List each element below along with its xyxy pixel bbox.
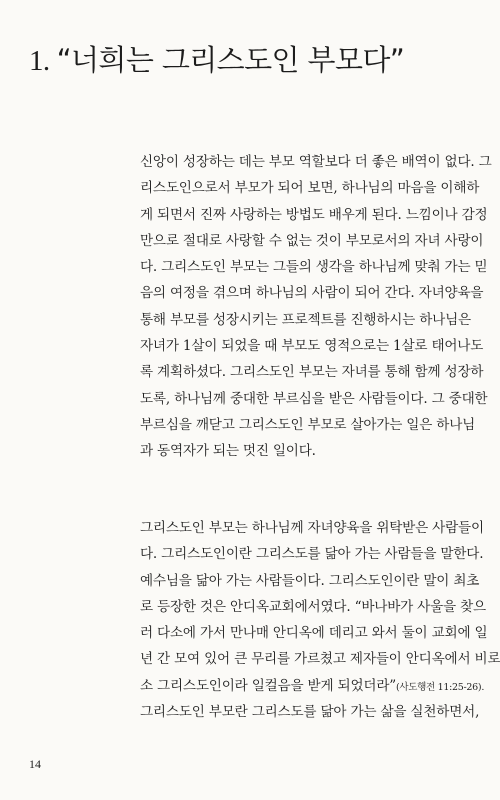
page-number: 14: [29, 757, 41, 771]
paragraph-1: [140, 149, 492, 465]
text-line-with-citation: [140, 673, 485, 699]
text-line: 과 동역자가 되는 멋진 일이다.: [140, 443, 316, 460]
text-line: 그리스도인 부모는 하나님께 자녀양육을 위탁받은 사람들이: [140, 520, 484, 536]
scripture-citation: (사도행전 11:25-26).: [396, 681, 485, 693]
text-line: 다. 그리스도인이란 그리스도를 닮아 가는 사람들을 말한다.: [140, 546, 484, 563]
text-line: 년 간 모여 있어 큰 무리를 가르쳤고 제자들이 안디옥에서 비로: [140, 651, 500, 668]
quote-end-text: 소 그리스도인이라 일컬음을 받게 되었더라”: [140, 677, 397, 694]
text-line: 만으로 절대로 사랑할 수 없는 것이 부모로서의 자녀 사랑이: [140, 232, 484, 249]
chapter-title: [29, 38, 404, 79]
text-line: 신앙이 성장하는 데는 부모 역할보다 더 좋은 배역이 없다. 그: [140, 154, 492, 170]
paragraph-2: [140, 515, 500, 725]
text-line: 게 되면서 진짜 사랑하는 방법도 배우게 된다. 느낌이나 감정: [140, 206, 488, 223]
text-line: 그리스도인 부모란 그리스도를 닮아 가는 삶을 실천하면서,: [140, 704, 480, 721]
text-line: 자녀가 1살이 되었을 때 부모도 영적으로는 1살로 태어나도: [140, 338, 484, 355]
text-line: 음의 여정을 겪으며 하나님의 사람이 되어 간다. 자녀양육을: [140, 285, 484, 302]
text-line: 다. 그리스도인 부모는 그들의 생각을 하나님께 맞춰 가는 믿: [140, 259, 488, 276]
text-line: 러 다소에 가서 만나매 안디옥에 데리고 와서 둘이 교회에 일: [140, 625, 488, 642]
text-line: 리스도인으로서 부모가 되어 보면, 하나님의 마음을 이해하: [140, 180, 480, 197]
text-line: 도록, 하나님께 중대한 부르심을 받은 사람들이다. 그 중대한: [140, 390, 488, 407]
chapter-title-text: “너희는 그리스도인 부모다”: [56, 43, 405, 77]
text-line: 통해 부모를 성장시키는 프로젝트를 진행하시는 하나님은: [140, 311, 471, 328]
chapter-number: 1.: [29, 45, 50, 77]
text-line: 부르심을 깨닫고 그리스도인 부모로 살아가는 일은 하나님: [140, 416, 476, 433]
text-line: 록 계획하셨다. 그리스도인 부모는 자녀를 통해 함께 성장하: [140, 364, 484, 381]
text-line: 예수님을 닮아 가는 사람들이다. 그리스도인이란 말이 최초: [140, 572, 480, 589]
text-line: 로 등장한 것은 안디옥교회에서였다. “바나바가 사울을 찾으: [140, 598, 486, 615]
